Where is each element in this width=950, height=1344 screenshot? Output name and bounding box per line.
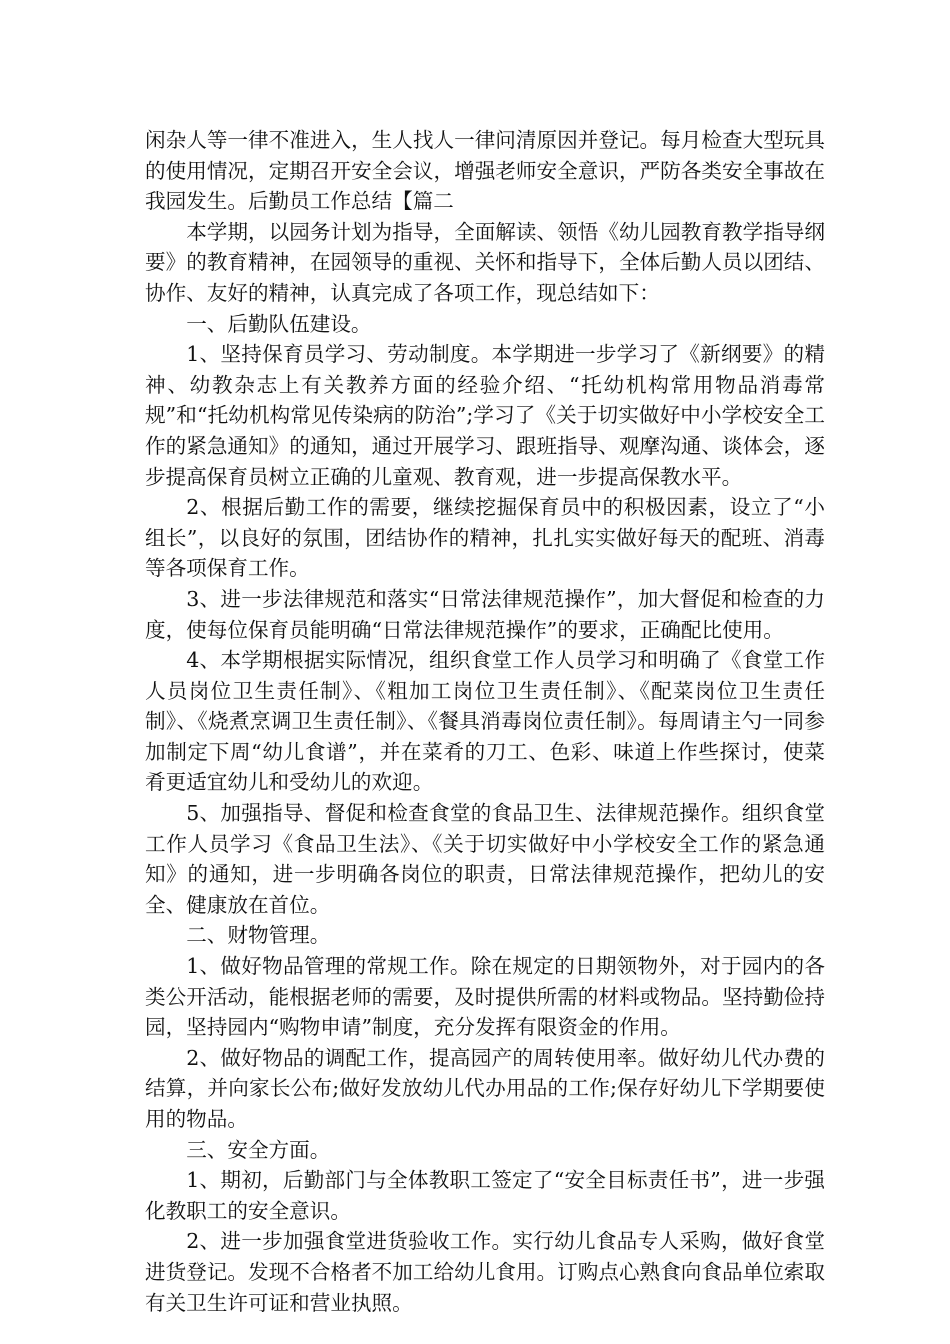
paragraph-staff-4: 4、本学期根据实际情况，组织食堂工作人员学习和明确了《食堂工作人员岗位卫生责任制》、《粗加工岗位卫生责任制》、《配菜岗位卫生责任制》、《烧煮烹调卫生责任制》、《餐具消毒岗位责任制》。每周请主勺一同参加制定下周“幼儿食谱”，并在菜肴的刀工、色彩、味道上作些探讨，使菜肴更适宜幼儿和受幼儿的欢迎。 [145,648,825,795]
paragraph-intro: 本学期，以园务计划为指导，全面解读、领悟《幼儿园教育教学指导纲要》的教育精神，在园领导的重视、关怀和指导下，全体后勤人员以团结、协作、友好的精神，认真完成了各项工作，现总结如下： [145,219,825,305]
section-heading-property: 二、财物管理。 [186,923,331,948]
paragraph-staff-1: 1、坚持保育员学习、劳动制度。本学期进一步学习了《新纲要》的精神、幼教杂志上有关教养方面的经验介绍、“托幼机构常用物品消毒常规”和“托幼机构常见传染病的防治”;学习了《关于切实做好中小学校安全工作的紧急通知》的通知，通过开展学习、跟班指导、观摩沟通、谈体会，逐步提高保育员树立正确的儿童观、教育观，进一步提高保教水平。 [145,342,825,489]
paragraph-property-2: 2、做好物品的调配工作，提高园产的周转使用率。做好幼儿代办费的结算，并向家长公布;做好发放幼儿代办用品的工作;保存好幼儿下学期要使用的物品。 [145,1045,825,1131]
paragraph-continuation: 闲杂人等一律不准进入，生人找人一律问清原因并登记。每月检查大型玩具的使用情况，定期召开安全会议，增强老师安全意识，严防各类安全事故在我园发生。后勤员工作总结【篇二 [145,128,825,214]
document-body [145,125,825,1318]
paragraph-safety-1: 1、期初，后勤部门与全体教职工签定了“安全目标责任书”，进一步强化教职工的安全意识。 [145,1168,825,1223]
paragraph-safety-2: 2、进一步加强食堂进货验收工作。实行幼儿食品专人采购，做好食堂进货登记。发现不合格者不加工给幼儿食用。订购点心熟食向食品单位索取有关卫生许可证和营业执照。 [145,1229,825,1315]
section-heading-staff: 一、后勤队伍建设。 [186,311,372,336]
section-heading-safety: 三、安全方面。 [186,1137,331,1162]
paragraph-staff-5: 5、加强指导、督促和检查食堂的食品卫生、法律规范操作。组织食堂工作人员学习《食品卫生法》、《关于切实做好中小学校安全工作的紧急通知》的通知，进一步明确各岗位的职责，日常法律规范操作，把幼儿的安全、健康放在首位。 [145,801,825,917]
paragraph-staff-3: 3、进一步法律规范和落实“日常法律规范操作”，加大督促和检查的力度，使每位保育员能明确“日常法律规范操作”的要求，正确配比使用。 [145,586,825,642]
paragraph-property-1: 1、做好物品管理的常规工作。除在规定的日期领物外，对于园内的各类公开活动，能根据老师的需要，及时提供所需的材料或物品。坚持勤俭持园，坚持园内“购物申请”制度，充分发挥有限资金的作用。 [145,954,825,1040]
paragraph-staff-2: 2、根据后勤工作的需要，继续挖掘保育员中的积极因素，设立了“小组长”，以良好的氛围，团结协作的精神，扎扎实实做好每天的配班、消毒等各项保育工作。 [145,495,825,581]
